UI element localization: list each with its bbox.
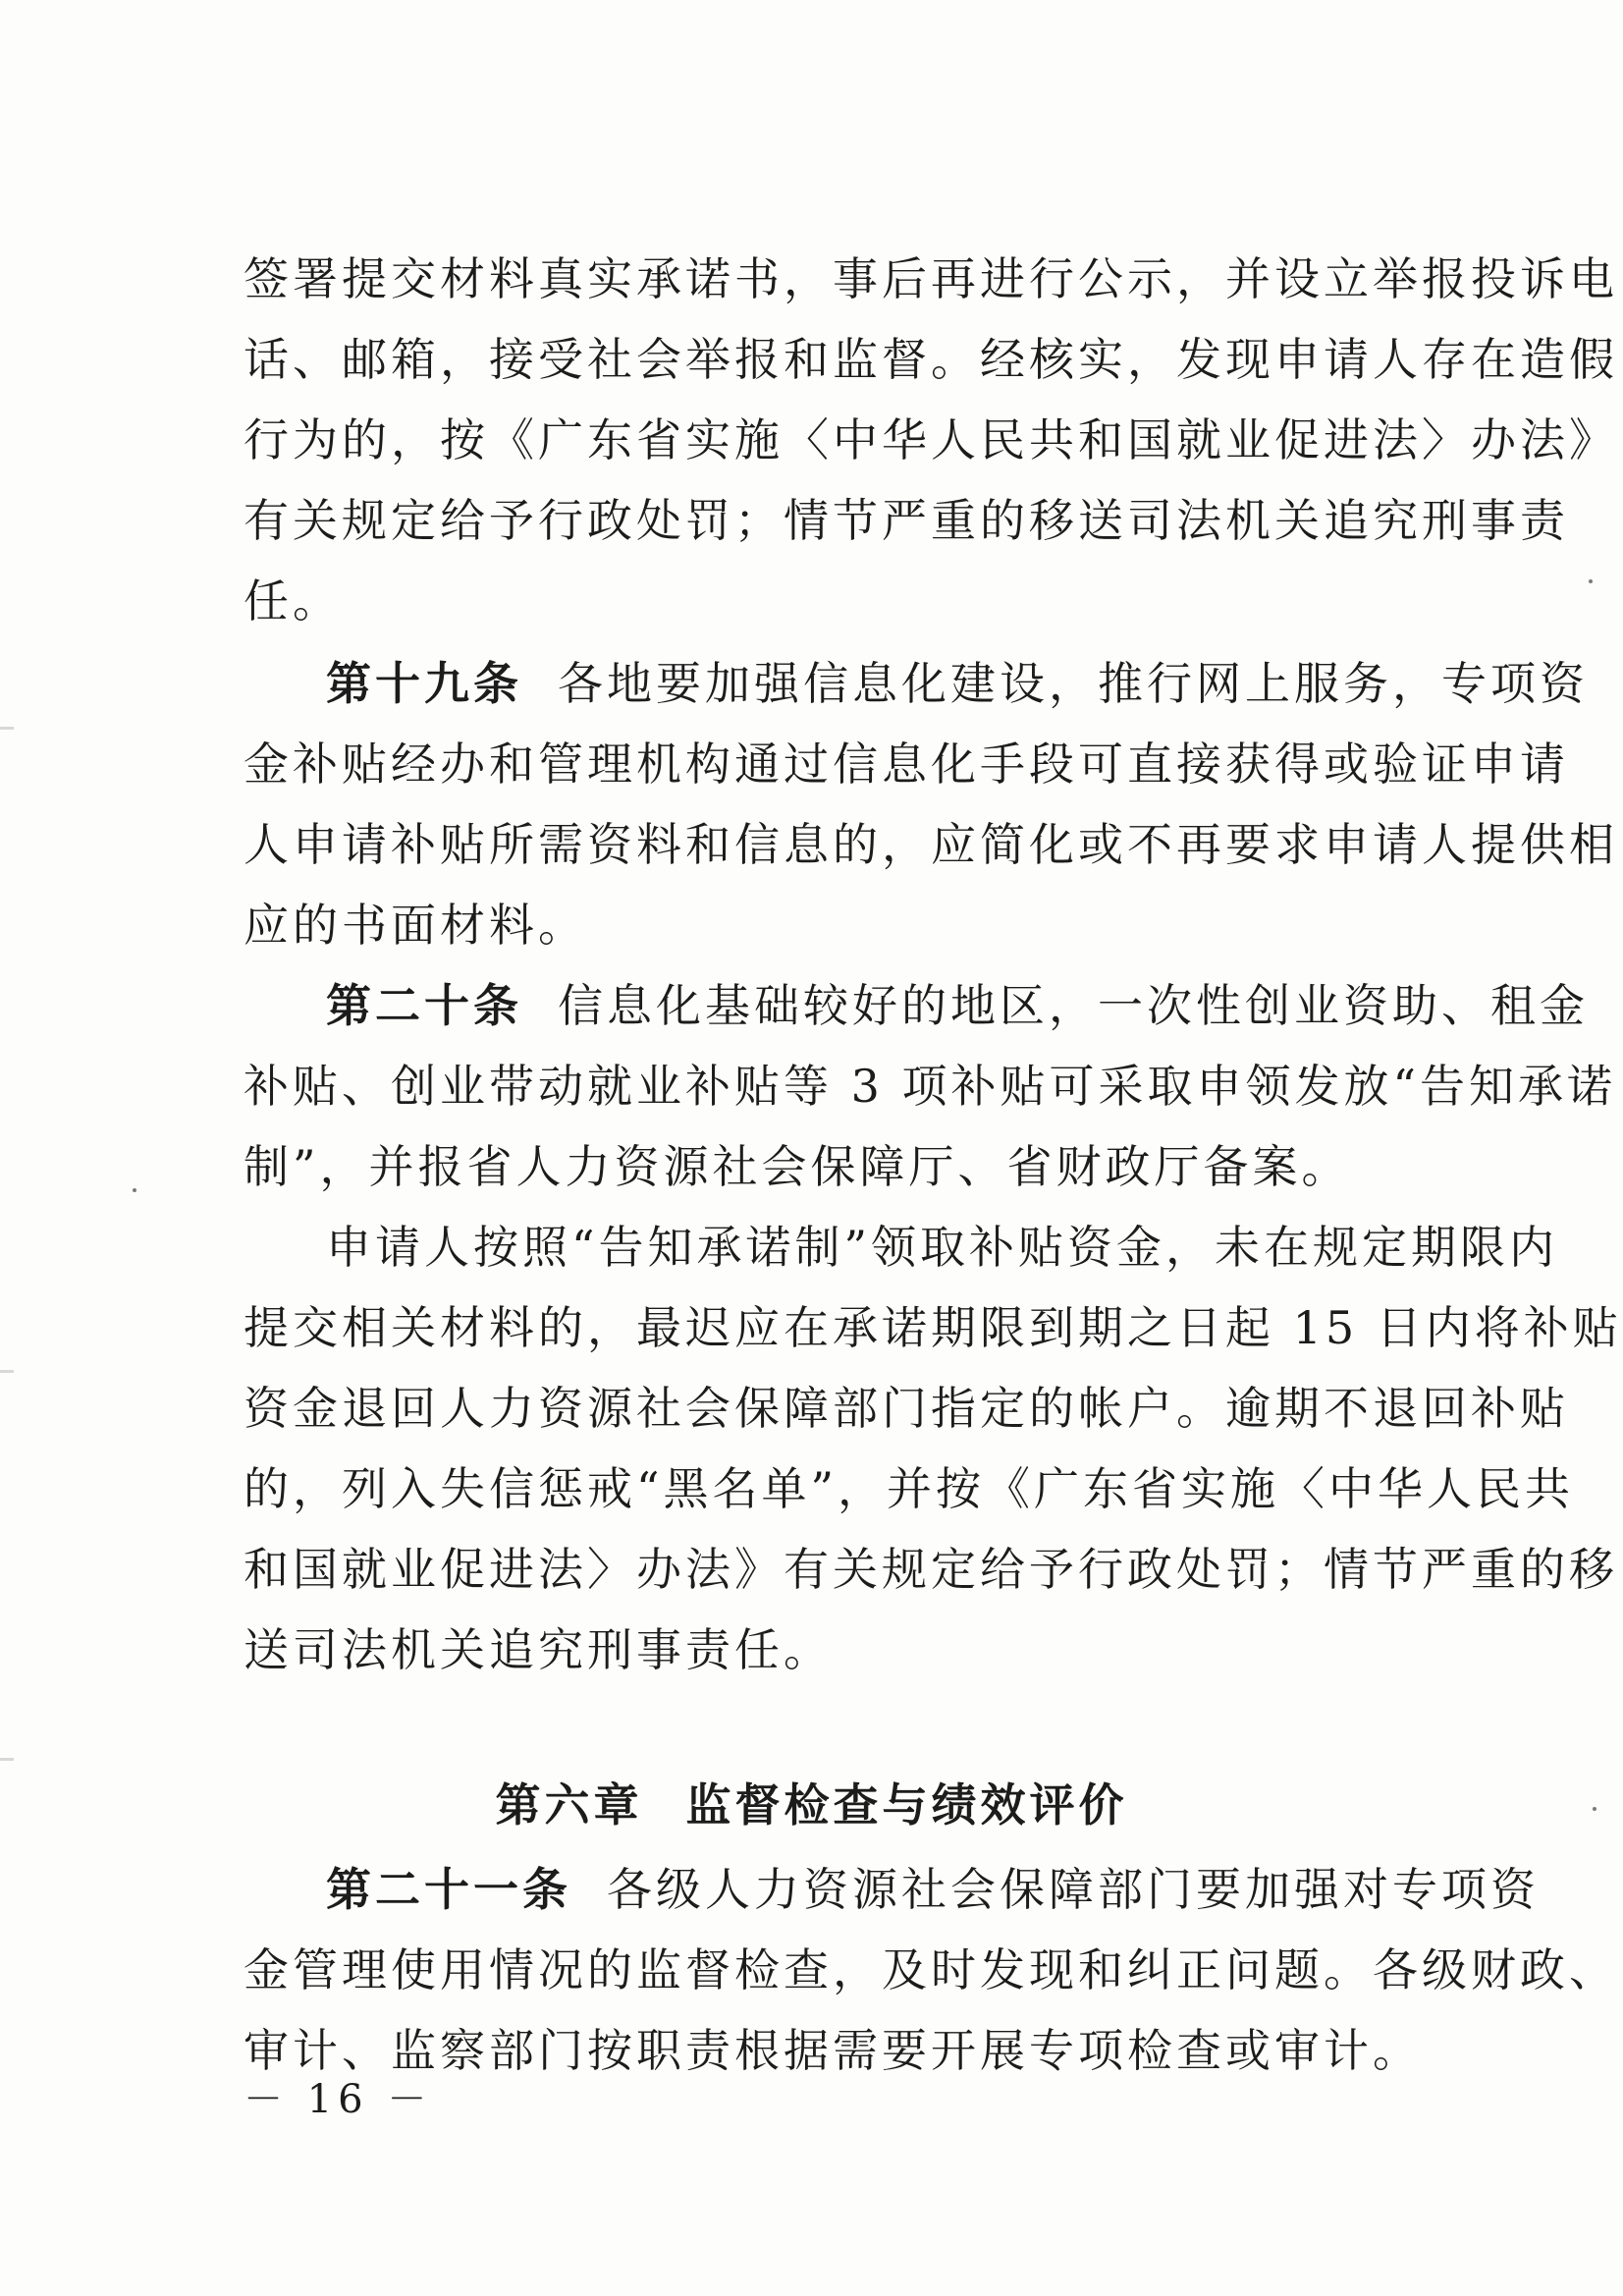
text-line: 信息化基础较好的地区，一次性创业资助、租金 bbox=[558, 979, 1589, 1032]
text-line: 送司法机关追究刑事责任。 bbox=[243, 1623, 833, 1676]
text-line: 各级人力资源社会保障部门要加强对专项资 bbox=[607, 1863, 1540, 1916]
chapter-heading bbox=[0, 1774, 1623, 1836]
scan-edge-mark bbox=[0, 727, 14, 730]
text-line: 和国就业促进法〉办法》有关规定给予行政处罚；情节严重的移 bbox=[243, 1543, 1618, 1596]
text-line: 的，列入失信惩戒“黑名单”，并按《广东省实施〈中华人民共 bbox=[243, 1462, 1575, 1515]
text-line: 审计、监察部门按职责根据需要开展专项检查或审计。 bbox=[243, 2024, 1422, 2077]
text-line: 有关规定给予行政处罚；情节严重的移送司法机关追究刑事责 bbox=[243, 494, 1569, 547]
text-line: 金管理使用情况的监督检查，及时发现和纠正问题。各级财政、 bbox=[243, 1943, 1618, 1996]
text-line: 各地要加强信息化建设，推行网上服务，专项资 bbox=[558, 657, 1589, 710]
article-first-line bbox=[243, 652, 1589, 715]
text-line bbox=[243, 1216, 1559, 1279]
article-heading: 第十九条 bbox=[326, 657, 522, 710]
text-line: 话、邮箱，接受社会举报和监督。经核实，发现申请人存在造假 bbox=[243, 333, 1618, 386]
article-first-line bbox=[243, 974, 1589, 1037]
article-first-line bbox=[243, 1858, 1540, 1921]
chapter-number: 第六章 bbox=[495, 1778, 643, 1831]
page-number: － 16 － bbox=[243, 2077, 433, 2122]
scan-edge-mark bbox=[0, 1758, 14, 1761]
text-line: 人申请补贴所需资料和信息的，应简化或不再要求申请人提供相 bbox=[243, 818, 1618, 871]
article-heading: 第二十条 bbox=[326, 979, 522, 1032]
scan-speck bbox=[133, 1188, 136, 1192]
text-line: 补贴、创业带动就业补贴等 3 项补贴可采取申领发放“告知承诺 bbox=[243, 1060, 1617, 1113]
scan-edge-mark bbox=[0, 1370, 14, 1373]
text-line: 签署提交材料真实承诺书，事后再进行公示，并设立举报投诉电 bbox=[243, 252, 1618, 305]
chapter-title: 监督检查与绩效评价 bbox=[685, 1778, 1128, 1831]
text-line: 任。 bbox=[243, 574, 342, 628]
scan-speck bbox=[1589, 579, 1593, 583]
text-line: 行为的，按《广东省实施〈中华人民共和国就业促进法〉办法》 bbox=[243, 413, 1618, 466]
text-line: 应的书面材料。 bbox=[243, 899, 587, 952]
text-line: 制”，并报省人力资源社会保障厅、省财政厅备案。 bbox=[243, 1140, 1351, 1193]
text-line: 资金退回人力资源社会保障部门指定的帐户。逾期不退回补贴 bbox=[243, 1382, 1569, 1435]
article-heading: 第二十一条 bbox=[326, 1863, 571, 1916]
text-line: 金补贴经办和管理机构通过信息化手段可直接获得或验证申请 bbox=[243, 738, 1569, 791]
text-span: 申请人按照“告知承诺制”领取补贴资金，未在规定期限内 bbox=[326, 1221, 1559, 1274]
text-line: 提交相关材料的，最迟应在承诺期限到期之日起 15 日内将补贴 bbox=[243, 1301, 1622, 1354]
